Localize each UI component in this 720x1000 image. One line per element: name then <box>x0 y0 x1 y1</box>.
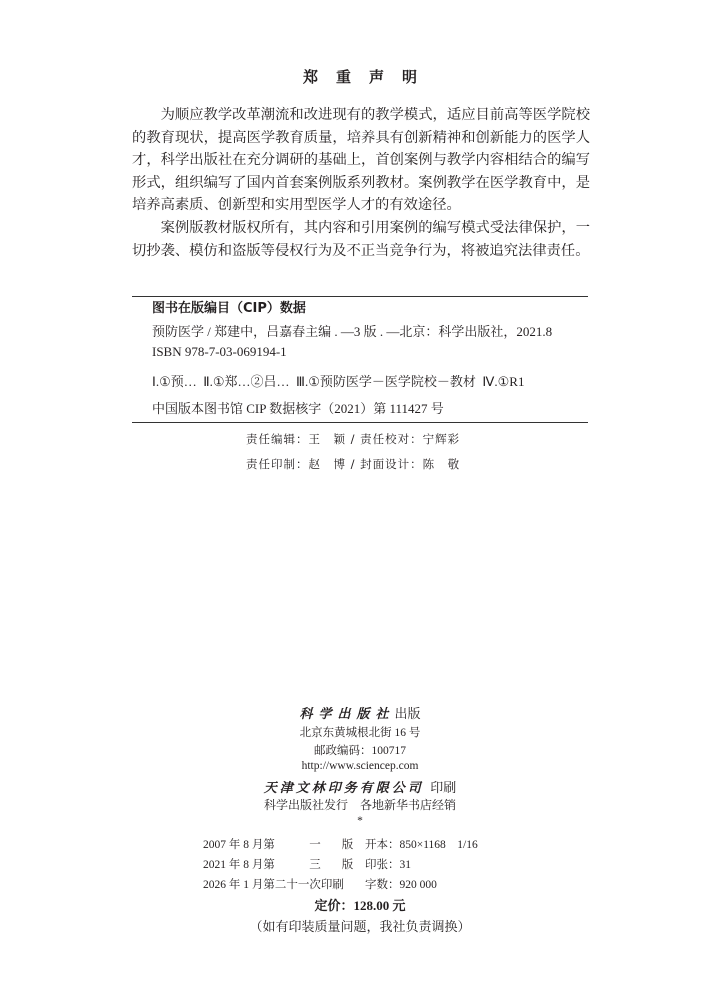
edition-row <box>203 876 437 892</box>
edition-spec: 开本：850×1168 1/16 <box>365 839 478 851</box>
cip-heading: 图书在版编目（CIP）数据 <box>152 301 306 316</box>
statement-paragraph-2 <box>132 217 590 262</box>
edition-date: 2026 年 1 月第二十一次印刷 <box>203 879 344 891</box>
edition-number: 三 <box>309 859 321 871</box>
staff-production: 责任印制：赵 博 / 封面设计：陈 敬 <box>246 457 461 471</box>
printer-name: 天津文林印务有限公司 <box>263 780 424 795</box>
edition-spec: 字数：920 000 <box>365 879 437 891</box>
cip-bottom-divider <box>132 422 588 423</box>
statement-paragraph-1 <box>132 104 590 217</box>
cip-isbn: ISBN 978-7-03-069194-1 <box>152 344 287 359</box>
publisher-url: http://www.sciencep.com <box>301 760 419 772</box>
separator-star: * <box>357 815 363 827</box>
edition-date: 2007 年 8 月第 <box>203 839 275 851</box>
edition-date: 2021 年 8 月第 <box>203 859 275 871</box>
quality-note: （如有印装质量问题，我社负责调换） <box>249 919 471 934</box>
publisher-line <box>0 703 720 722</box>
cip-bibliographic-line: 预防医学 / 郑建中，吕嘉春主编 . —3 版 . —北京：科学出版社，2021.8 <box>152 324 553 339</box>
statement-text: 为顺应教学改革潮流和改进现有的教学模式，适应目前高等医学院校的教育现状，提高医学教育质量，培养具有创新精神和创新能力的医学人才，科学出版社在充分调研的基础上，首创案例与教学内容相结合的编写形式，组织编写了国内首套案例版系列教材。案例教学在医学教育中，是培养高素质、创新型和实用型医学人才的有效途径。 <box>132 107 590 214</box>
page-title: 郑重声明 <box>302 68 435 86</box>
staff-editors: 责任编辑：王 颖 / 责任校对：宁辉彩 <box>246 432 461 446</box>
publisher-action: 出版 <box>394 706 421 721</box>
printer-line <box>0 777 720 796</box>
publisher-logo-name: 科学出版社 <box>299 706 395 721</box>
edition-row <box>203 836 478 852</box>
cip-record-number: 中国版本图书馆 CIP 数据核字（2021）第 111427 号 <box>152 401 444 416</box>
edition-spec: 印张：31 <box>365 859 411 871</box>
statement-text: 案例版教材版权所有，其内容和引用案例的编写模式受法律保护，一切抄袭、模仿和盗版等侵权行为及不正当竞争行为，将被追究法律责任。 <box>132 220 590 259</box>
edition-row <box>203 856 411 872</box>
edition-unit: 版 <box>341 859 354 871</box>
price: 定价：128.00 元 <box>314 898 406 913</box>
edition-unit: 版 <box>341 839 354 851</box>
edition-number: 一 <box>309 839 321 851</box>
cip-classification: Ⅰ.①预… Ⅱ.①郑…②吕… Ⅲ.①预防医学－医学院校－教材 Ⅳ.①R1 <box>152 374 525 389</box>
publisher-postcode: 邮政编码：100717 <box>314 745 406 757</box>
distribution-line: 科学出版社发行 各地新华书店经销 <box>263 798 456 812</box>
publisher-address: 北京东黄城根北街 16 号 <box>299 727 421 739</box>
printer-action: 印刷 <box>430 780 457 795</box>
